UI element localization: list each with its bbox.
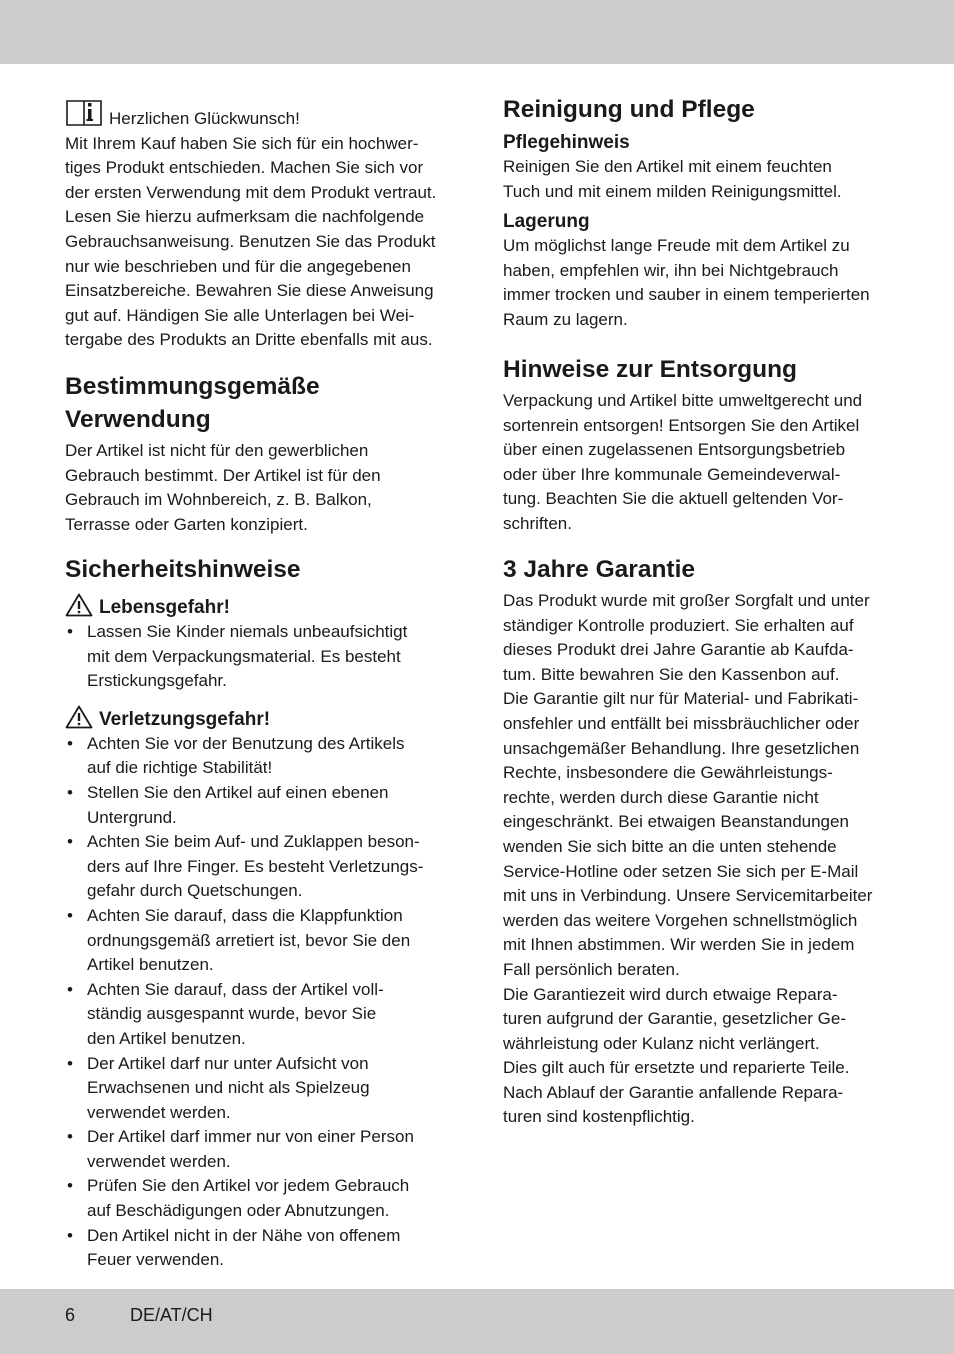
danger-life-list (65, 620, 457, 694)
text-line: dieses Produkt drei Jahre Garantie ab Kaufda- (503, 640, 854, 660)
text-line: oder über Ihre kommunale Gemeindeverwal- (503, 464, 841, 484)
text-line: Reinigen Sie den Artikel mit einem feuchten (503, 157, 832, 176)
list-item (65, 1052, 457, 1126)
text-line: Tuch und mit einem milden Reinigungsmittel. (503, 181, 842, 201)
list-item-line: ders auf Ihre Finger. Es besteht Verletzungs- (87, 856, 424, 876)
list-item (65, 904, 457, 978)
text-line: Nach Ablauf der Garantie anfallende Repara- (503, 1082, 844, 1102)
danger-injury-label: Verletzungsgefahr! (99, 708, 271, 730)
list-item-line: ständig ausgespannt wurde, bevor Sie (87, 1004, 377, 1024)
list-item-line: ordnungsgemäß arretiert ist, bevor Sie den (87, 930, 411, 950)
text-line: tung. Beachten Sie die aktuell geltenden Vor- (503, 489, 844, 509)
text-line: tergabe des Produkts an Dritte ebenfalls mit aus. (65, 330, 433, 350)
text-line: Mit Ihrem Kauf haben Sie sich für ein hochwer- (65, 133, 419, 153)
intro-greeting: Herzlichen Glückwunsch! (109, 109, 300, 128)
intro-section (65, 97, 457, 353)
list-item-line: Feuer verwenden. (87, 1250, 225, 1270)
text-line: Rechte, insbesondere die Gewährleistungs- (503, 763, 833, 783)
text-line: Gebrauch im Wohnbereich, z. B. Balkon, (65, 490, 372, 510)
care-text (503, 155, 895, 204)
intended-use-title (65, 370, 457, 436)
text-line: Einsatzbereiche. Bewahren Sie diese Anweisung (65, 281, 434, 301)
text-line: Gebrauch bestimmt. Der Artikel ist für den (65, 465, 381, 485)
text-line: haben, empfehlen wir, ihn bei Nichtgebrauch (503, 260, 839, 280)
text-line: eingeschränkt. Bei etwaigen Beanstandungen (503, 812, 849, 832)
safety-section (65, 553, 457, 1273)
footer-language: DE/AT/CH (130, 1305, 213, 1325)
warranty-text (503, 589, 895, 1130)
list-item-line: Untergrund. (87, 807, 177, 827)
text-line: Raum zu lagern. (503, 309, 628, 329)
list-item-line: Artikel benutzen. (87, 955, 214, 975)
safety-title: Sicherheitshinweise (65, 556, 301, 583)
disposal-title: Hinweise zur Entsorgung (503, 356, 798, 383)
warning-triangle-icon (65, 593, 93, 617)
list-item-line: verwendet werden. (87, 1151, 231, 1171)
text-line: Service-Hotline oder setzen Sie sich per E-Mail (503, 861, 859, 881)
page-number: 6 (65, 1305, 76, 1325)
list-item-line: • Lassen Sie Kinder niemals unbeaufsichtigt (87, 622, 408, 641)
list-item (65, 978, 457, 1052)
intro-text (65, 132, 457, 353)
text-line: Verpackung und Artikel bitte umweltgerecht und (503, 391, 863, 410)
list-item (65, 620, 457, 694)
text-line: turen sind kostenpflichtig. (503, 1107, 695, 1127)
list-item-line: • Prüfen Sie den Artikel vor jedem Gebrauch (87, 1176, 410, 1196)
text-line: sortenrein entsorgen! Entsorgen Sie den Artikel (503, 415, 860, 435)
list-item-line: • Achten Sie beim Auf- und Zuklappen beson- (87, 832, 420, 852)
text-line: schriften. (503, 513, 572, 533)
text-line: wenden Sie sich bitte an die unten stehende (503, 836, 837, 856)
disposal-text (503, 389, 895, 537)
list-item-line: • Der Artikel darf immer nur von einer Person (87, 1127, 414, 1147)
intended-use-section (65, 370, 457, 537)
intended-use-text (65, 439, 457, 537)
text-line: Lesen Sie hierzu aufmerksam die nachfolgende (65, 207, 425, 227)
intended-use-title-line1: Bestimmungsgemäße (65, 373, 320, 400)
text-line: nur wie beschrieben und für die angegebenen (65, 256, 411, 276)
storage-text (503, 234, 895, 332)
list-item (65, 1174, 457, 1223)
text-line: Das Produkt wurde mit großer Sorgfalt und unter (503, 591, 870, 610)
text-line: immer trocken und sauber in einem temperierten (503, 285, 870, 305)
list-item-line: • Achten Sie darauf, dass die Klappfunktion (87, 905, 403, 925)
list-item-line: den Artikel benutzen. (87, 1028, 246, 1048)
list-item-line: auf die richtige Stabilität! (87, 758, 273, 778)
list-item (65, 781, 457, 830)
list-item-line: verwendet werden. (87, 1102, 231, 1122)
text-line: Dies gilt auch für ersetzte und reparierte Teile. (503, 1058, 850, 1078)
text-line: Um möglichst lange Freude mit dem Artikel zu (503, 236, 850, 256)
text-line: währleistung oder Kulanz nicht verlängert. (503, 1033, 820, 1053)
text-line: Terrasse oder Garten konzipiert. (65, 514, 308, 534)
list-item-line: mit dem Verpackungsmaterial. Es besteht (87, 646, 401, 666)
text-line: über einen zugelassenen Entsorgungsbetrieb (503, 440, 846, 460)
text-line: Fall persönlich beraten. (503, 959, 680, 979)
text-line: turen aufgrund der Garantie, gesetzlicher Ge- (503, 1009, 847, 1029)
list-item (65, 830, 457, 904)
danger-life-label: Lebensgefahr! (99, 597, 230, 618)
text-line: rechte, werden durch diese Garantie nicht (503, 787, 819, 807)
warranty-section (503, 553, 895, 1130)
text-line: mit uns in Verbindung. Unsere Servicemitarbeiter (503, 886, 873, 906)
text-line: Die Garantie gilt nur für Material- und Fabrikati- (503, 689, 859, 709)
list-item (65, 1224, 457, 1273)
care-subtitle: Pflegehinweis (503, 132, 630, 153)
text-line: der ersten Verwendung mit dem Produkt vertraut. (65, 182, 437, 202)
list-item-line: • Den Artikel nicht in der Nähe von offenem (87, 1225, 401, 1245)
care-section (503, 93, 895, 333)
text-line: tiges Produkt entschieden. Machen Sie sich vor (65, 158, 424, 178)
intended-use-title-line2: Verwendung (65, 406, 211, 433)
warranty-title: 3 Jahre Garantie (503, 556, 696, 583)
list-item-line: • Achten Sie darauf, dass der Artikel voll- (87, 979, 384, 999)
storage-subtitle: Lagerung (503, 211, 590, 233)
text-line: mit Ihnen abstimmen. Wir werden Sie in jedem (503, 935, 855, 955)
danger-life-heading (65, 593, 457, 620)
list-item (65, 732, 457, 781)
text-line: Der Artikel ist nicht für den gewerblichen (65, 441, 369, 460)
list-item-line: • Stellen Sie den Artikel auf einen ebenen (87, 782, 389, 802)
text-line: werden das weitere Vorgehen schnellstmöglich (503, 910, 858, 930)
warning-triangle-icon (65, 705, 93, 729)
disposal-section (503, 353, 895, 537)
list-item-line: • Der Artikel darf nur unter Aufsicht von (87, 1053, 369, 1073)
list-item (65, 1125, 457, 1174)
list-item-line: auf Beschädigungen oder Abnutzungen. (87, 1201, 390, 1221)
text-line: unsachgemäßer Behandlung. Ihre gesetzlichen (503, 738, 860, 758)
danger-injury-list (65, 732, 457, 1273)
text-line: ständiger Kontrolle produziert. Sie erhalten auf (503, 615, 854, 635)
text-line: gut auf. Händigen Sie alle Unterlagen bei Wei- (65, 305, 415, 325)
list-item-line: • Achten Sie vor der Benutzung des Artikels (87, 733, 405, 753)
care-title: Reinigung und Pflege (503, 96, 755, 123)
list-item-line: Erwachsenen und nicht als Spielzeug (87, 1078, 370, 1098)
list-item-line: Erstickungsgefahr. (87, 671, 227, 691)
danger-injury-heading (65, 705, 457, 732)
text-line: onsfehler und entfällt bei missbräuchlicher oder (503, 713, 860, 733)
list-item-line: gefahr durch Quetschungen. (87, 881, 303, 901)
text-line: Gebrauchsanweisung. Benutzen Sie das Produkt (65, 231, 436, 251)
text-line: Die Garantiezeit wird durch etwaige Repara- (503, 984, 838, 1004)
text-line: tum. Bitte bewahren Sie den Kassenbon auf. (503, 664, 840, 684)
info-book-icon (65, 97, 103, 127)
header-bar (0, 0, 954, 64)
